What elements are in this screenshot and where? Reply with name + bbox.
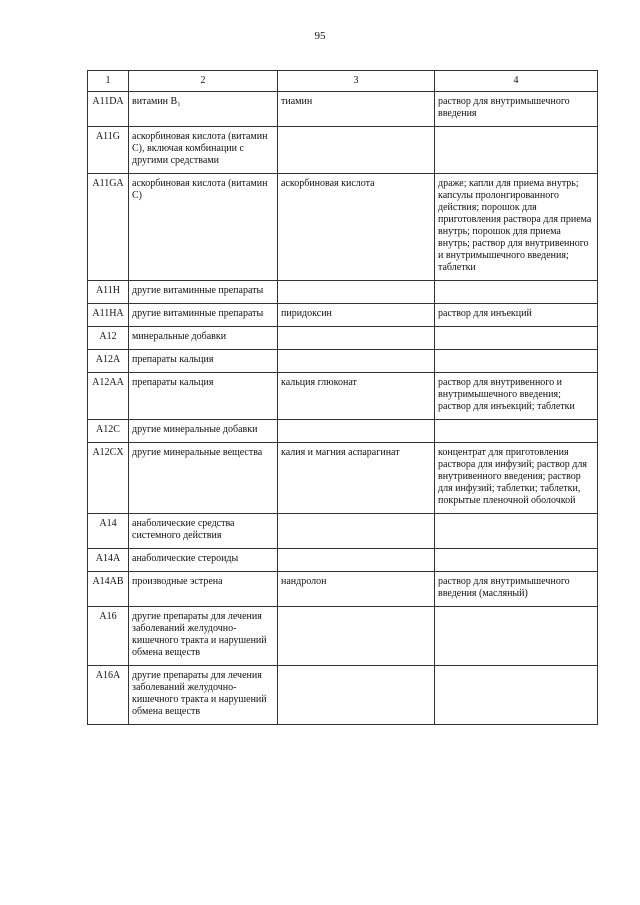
dosage-form-cell [435, 420, 598, 443]
atc-code-cell: A12A [88, 350, 129, 373]
atc-code-cell: A11DA [88, 92, 129, 127]
dosage-form-cell [435, 327, 598, 350]
group-cell: анаболические стероиды [129, 549, 278, 572]
atc-code-cell: A11H [88, 281, 129, 304]
table-row [88, 327, 598, 350]
group-cell: аскорбиновая кислота (витамин C) [129, 174, 278, 281]
dosage-form-cell: раствор для инъекций [435, 304, 598, 327]
group-cell: другие препараты для лечения заболеваний желудочно-кишечного тракта и нарушений обмена веществ [129, 607, 278, 666]
atc-code-cell: A14 [88, 514, 129, 549]
table-row [88, 174, 598, 281]
table-row [88, 607, 598, 666]
table-row [88, 127, 598, 174]
header-col-3: 3 [278, 71, 435, 92]
group-cell: препараты кальция [129, 373, 278, 420]
group-cell: другие витаминные препараты [129, 281, 278, 304]
dosage-form-cell: раствор для внутривенного и внутримышечного введения; раствор для инъекций; таблетки [435, 373, 598, 420]
header-col-1: 1 [88, 71, 129, 92]
table-row [88, 420, 598, 443]
dosage-form-cell [435, 607, 598, 666]
table-row [88, 572, 598, 607]
table-row [88, 92, 598, 127]
atc-code-cell: A16A [88, 666, 129, 725]
table-row [88, 373, 598, 420]
substance-cell: калия и магния аспарагинат [278, 443, 435, 514]
substance-cell [278, 350, 435, 373]
table-row [88, 514, 598, 549]
table-row [88, 666, 598, 725]
substance-cell [278, 281, 435, 304]
substance-cell [278, 607, 435, 666]
drug-list-table [87, 70, 598, 725]
dosage-form-cell [435, 127, 598, 174]
group-cell: другие минеральные вещества [129, 443, 278, 514]
dosage-form-cell: раствор для внутримышечного введения [435, 92, 598, 127]
substance-cell: аскорбиновая кислота [278, 174, 435, 281]
dosage-form-cell: раствор для внутримышечного введения (масляный) [435, 572, 598, 607]
substance-cell [278, 666, 435, 725]
atc-code-cell: A12C [88, 420, 129, 443]
substance-cell: нандролон [278, 572, 435, 607]
page-number: 95 [314, 30, 326, 42]
atc-code-cell: A11HA [88, 304, 129, 327]
substance-cell: кальция глюконат [278, 373, 435, 420]
dosage-form-cell: драже; капли для приема внутрь; капсулы пролонгированного действия; порошок для приготовления раствора для приема внутрь; порошок для приема внутрь; раствор для внутривенного и внутримышечного введения; таблетки [435, 174, 598, 281]
group-cell: витамин B₁ [129, 92, 278, 127]
group-cell: другие минеральные добавки [129, 420, 278, 443]
header-col-2: 2 [129, 71, 278, 92]
dosage-form-cell [435, 350, 598, 373]
atc-code-cell: A11GA [88, 174, 129, 281]
group-cell: производные эстрена [129, 572, 278, 607]
substance-cell [278, 127, 435, 174]
substance-cell [278, 514, 435, 549]
table-row [88, 350, 598, 373]
atc-code-cell: A11G [88, 127, 129, 174]
atc-code-cell: A16 [88, 607, 129, 666]
substance-cell: пиридоксин [278, 304, 435, 327]
dosage-form-cell [435, 281, 598, 304]
table-header-row [88, 71, 598, 92]
dosage-form-cell [435, 666, 598, 725]
group-cell: препараты кальция [129, 350, 278, 373]
group-cell: другие препараты для лечения заболеваний желудочно-кишечного тракта и нарушений обмена веществ [129, 666, 278, 725]
atc-code-cell: A14A [88, 549, 129, 572]
atc-code-cell: A12CX [88, 443, 129, 514]
substance-cell [278, 420, 435, 443]
table-row [88, 281, 598, 304]
dosage-form-cell: концентрат для приготовления раствора для инфузий; раствор для внутривенного введения; раствор для инфузий; таблетки; таблетки, покрытые пленочной оболочкой [435, 443, 598, 514]
table-row [88, 549, 598, 572]
group-cell: анаболические средства системного действия [129, 514, 278, 549]
group-cell: минеральные добавки [129, 327, 278, 350]
substance-cell [278, 549, 435, 572]
group-cell: другие витаминные препараты [129, 304, 278, 327]
table-row [88, 443, 598, 514]
substance-cell [278, 327, 435, 350]
header-col-4: 4 [435, 71, 598, 92]
table-row [88, 304, 598, 327]
dosage-form-cell [435, 514, 598, 549]
atc-code-cell: A12 [88, 327, 129, 350]
substance-cell: тиамин [278, 92, 435, 127]
atc-code-cell: A14AB [88, 572, 129, 607]
dosage-form-cell [435, 549, 598, 572]
group-cell: аскорбиновая кислота (витамин C), включая комбинации с другими средствами [129, 127, 278, 174]
atc-code-cell: A12AA [88, 373, 129, 420]
